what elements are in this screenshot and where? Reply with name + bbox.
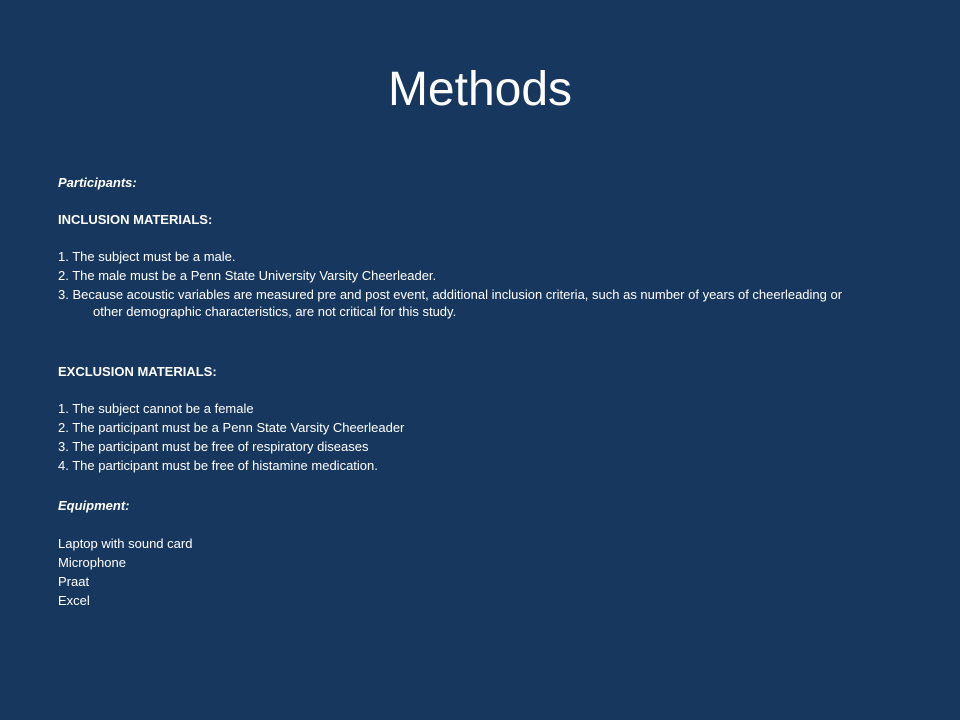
participants-label: Participants:	[58, 175, 137, 190]
exclusion-item-4: 4. The participant must be free of histamine medication.	[58, 458, 378, 473]
equipment-item-microphone: Microphone	[58, 555, 126, 570]
equipment-heading: Equipment:	[58, 498, 130, 513]
exclusion-heading: EXCLUSION MATERIALS:	[58, 364, 217, 379]
exclusion-item-1: 1. The subject cannot be a female	[58, 401, 254, 416]
inclusion-item-3: 3. Because acoustic variables are measured pre and post event, additional inclusion criteria, such as number of years of cheerleading or other demographic characteristics, are not critical for this study.	[58, 287, 843, 319]
exclusion-item-3: 3. The participant must be free of respiratory diseases	[58, 439, 369, 454]
equipment-item-excel: Excel	[58, 593, 90, 608]
inclusion-item-2: 2. The male must be a Penn State University Varsity Cheerleader.	[58, 268, 437, 283]
exclusion-item-2: 2. The participant must be a Penn State Varsity Cheerleader	[58, 420, 405, 435]
inclusion-item-1: 1. The subject must be a male.	[58, 249, 236, 264]
equipment-item-laptop: Laptop with sound card	[58, 536, 193, 551]
equipment-item-praat: Praat	[58, 574, 90, 589]
slide-body	[58, 174, 848, 611]
slide-title: Methods	[387, 63, 573, 116]
inclusion-heading: INCLUSION MATERIALS:	[58, 212, 213, 227]
